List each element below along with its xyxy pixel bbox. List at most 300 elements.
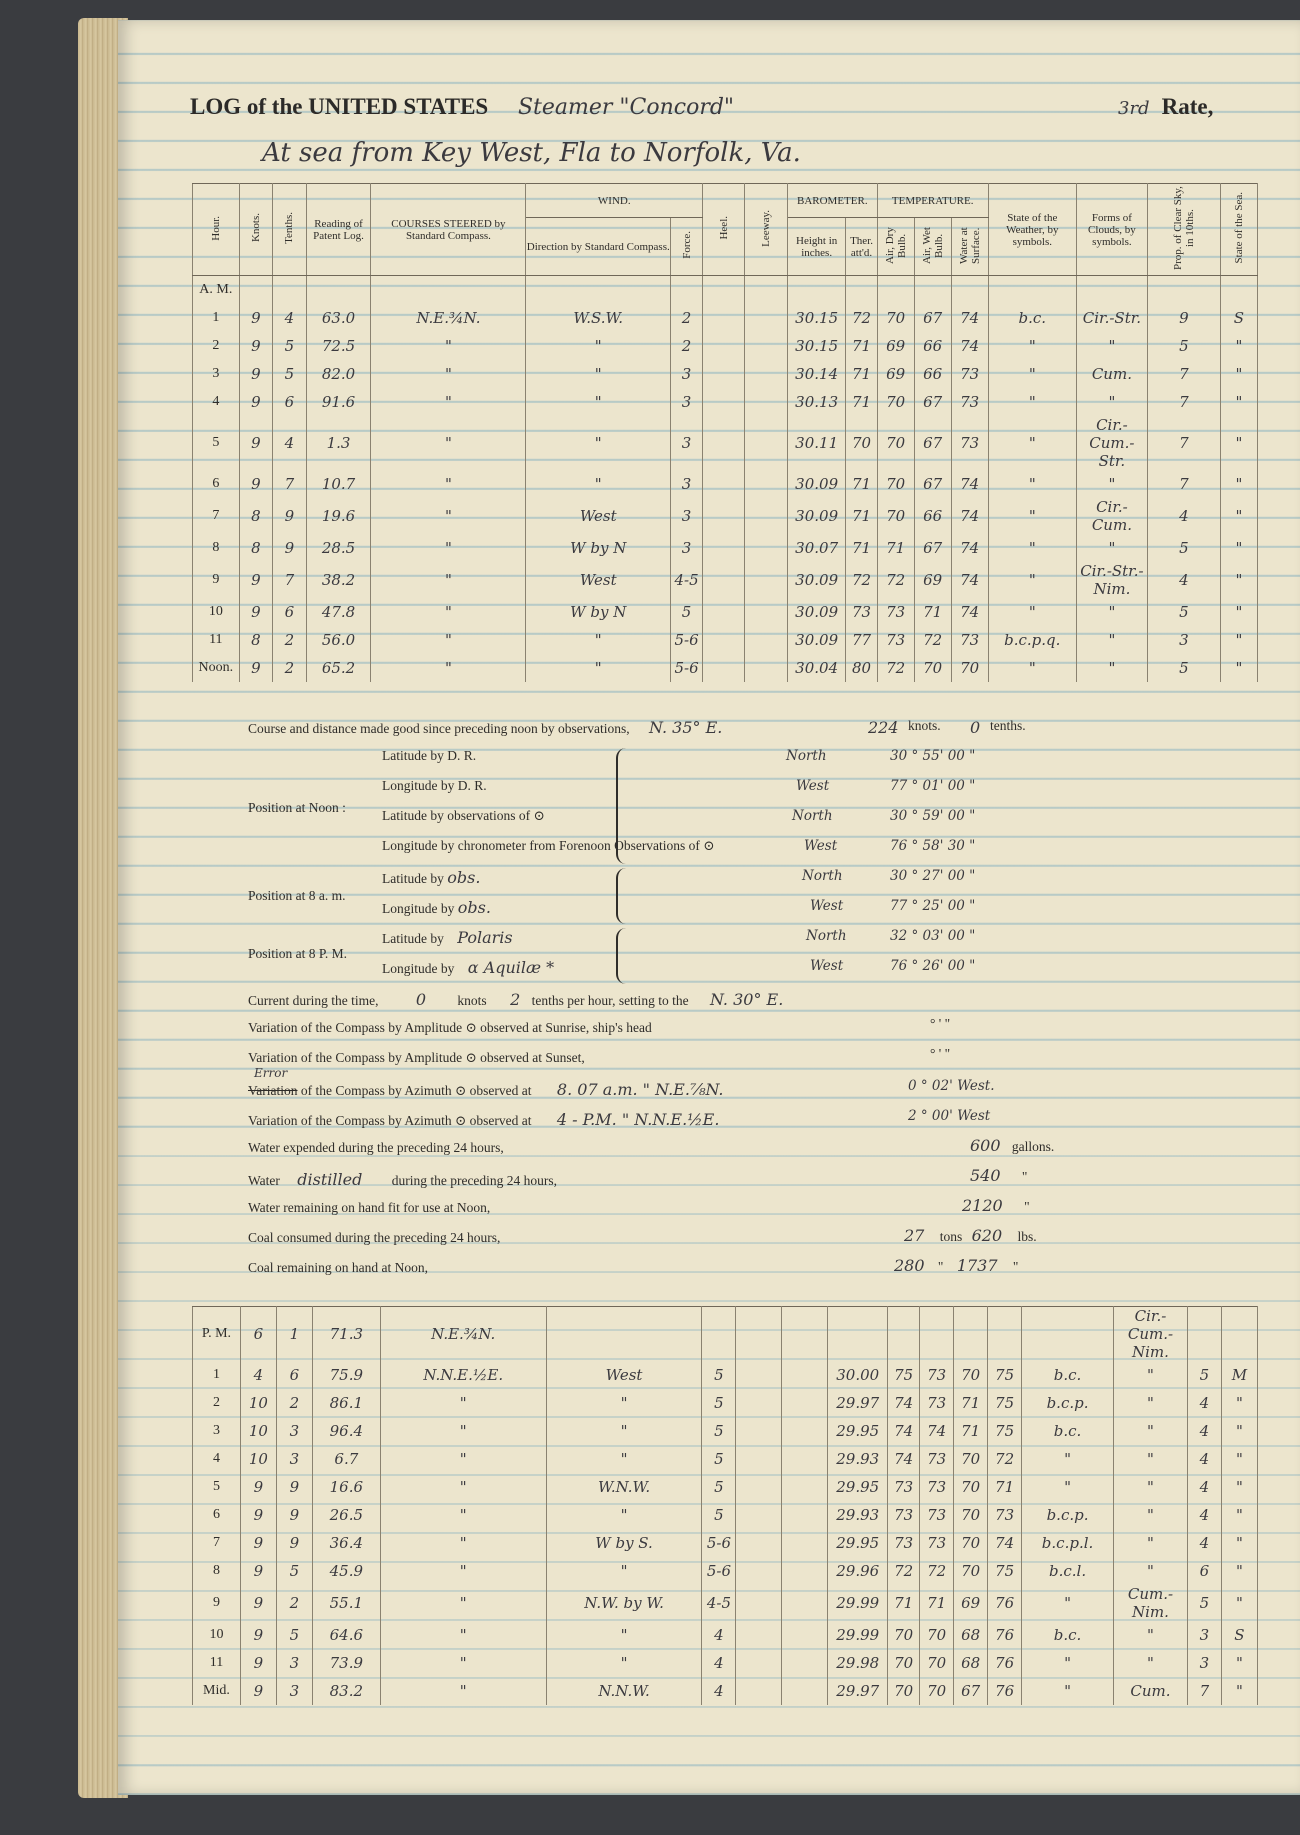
pm-cell: 2	[276, 1389, 312, 1417]
am-cell: 7	[1147, 388, 1220, 416]
am8-lon-dir: West	[810, 898, 844, 914]
distance-made-good: 224	[868, 718, 899, 737]
am-cell: "	[1220, 332, 1257, 360]
pm-cell: 73	[888, 1529, 920, 1557]
pm-cell: 96.4	[312, 1417, 380, 1445]
pm-cell: "	[1114, 1621, 1188, 1649]
am-cell: 2	[273, 626, 307, 654]
var-azimuth-row: Variation of the Compass by Azimuth ⊙ observed at 4 - P.M. " N.N.E.½E.	[248, 1110, 720, 1129]
pm-cell: "	[380, 1501, 546, 1529]
am8-lon-value: 77 ° 25' 00 "	[890, 898, 976, 914]
pm-cell	[736, 1389, 782, 1417]
lat-dr-row: Latitude by D. R.	[382, 748, 477, 763]
pm-cell: 86.1	[312, 1389, 380, 1417]
coal-remaining-row: Coal remaining on hand at Noon,	[248, 1260, 428, 1275]
am-cell: "	[1076, 534, 1147, 562]
pm-cell: "	[1022, 1445, 1114, 1473]
am-cell: 65.2	[306, 654, 371, 682]
pm-pre-cell	[736, 1307, 782, 1362]
pm-cell: 70	[954, 1529, 988, 1557]
course-distance-row: Course and distance made good since preceding noon by observations, N. 35° E. 224 knots. 0 tenths.	[248, 718, 1026, 737]
am-cell: 9	[239, 332, 273, 360]
am-cell: 4-5	[671, 562, 703, 598]
pm-cell: "	[380, 1621, 546, 1649]
pm-cell: "	[1114, 1361, 1188, 1389]
pm-cell: 36.4	[312, 1529, 380, 1557]
am-cell: 74	[951, 498, 988, 534]
pm-label: P. M.	[193, 1307, 241, 1362]
var-azimuth-value: 2 ° 00' West	[908, 1108, 991, 1124]
am-cell: 5	[671, 598, 703, 626]
pm-cell: "	[1114, 1649, 1188, 1677]
am-cell: 67	[914, 304, 951, 332]
pm8-brace	[616, 928, 626, 984]
pm-cell: 29.99	[828, 1621, 888, 1649]
am-cell: 73	[951, 388, 988, 416]
lat-obs-row: Latitude by observations of ⊙	[382, 808, 545, 823]
am-cell: "	[988, 470, 1076, 498]
pm-cell: 30.00	[828, 1361, 888, 1389]
pm-pre-cell	[988, 1307, 1022, 1362]
pm-cell: 73	[920, 1389, 954, 1417]
pm-cell: "	[546, 1649, 702, 1677]
pm-header-row	[193, 1307, 1258, 1362]
am-row	[193, 470, 1258, 498]
am-log-table	[192, 183, 1258, 682]
am-cell: 4	[273, 416, 307, 470]
col-patent-log: Reading of Patent Log.	[306, 184, 371, 276]
pm-cell: 9	[240, 1501, 276, 1529]
am-cell: 7	[273, 470, 307, 498]
am-cell	[703, 498, 745, 534]
pm-cell: 4	[1187, 1445, 1221, 1473]
am-cell: 7	[1147, 470, 1220, 498]
pm-cell: "	[546, 1621, 702, 1649]
pm-cell: W.N.W.	[546, 1473, 702, 1501]
pm-cell: 73	[988, 1501, 1022, 1529]
am-cell: "	[1220, 626, 1257, 654]
am-cell: "	[988, 360, 1076, 388]
am-cell: 9	[239, 360, 273, 388]
am-cell: W by N	[526, 534, 671, 562]
pm-cell	[782, 1677, 828, 1705]
pm-pre-cell	[828, 1307, 888, 1362]
am-cell: "	[526, 626, 671, 654]
error-azimuth-row: Variation Error of the Compass by Azimuth ⊙ observed at 8. 07 a.m. " N.E.⅞N.	[248, 1066, 724, 1099]
pm-row	[193, 1529, 1258, 1557]
pm-cell: 75	[988, 1557, 1022, 1585]
position-8am-label: Position at 8 a. m.	[248, 888, 346, 903]
am-cell: "	[1220, 498, 1257, 534]
am-cell: 2	[671, 304, 703, 332]
pm-cell: N.N.W.	[546, 1677, 702, 1705]
pm-cell	[782, 1445, 828, 1473]
am-cell: 9	[239, 470, 273, 498]
pm-cell: 6	[193, 1501, 241, 1529]
am-cell: 71	[846, 332, 877, 360]
pm-cell: 70	[888, 1649, 920, 1677]
pm-cell: "	[1114, 1557, 1188, 1585]
am-cell: 5	[1147, 654, 1220, 682]
am-cell: 4	[1147, 498, 1220, 534]
pm-cell: 9	[240, 1585, 276, 1621]
pm-cell: b.c.l.	[1022, 1557, 1114, 1585]
am-cell: 70	[877, 304, 914, 332]
pm-cell: 71	[954, 1389, 988, 1417]
am-cell: 82.0	[306, 360, 371, 388]
am-cell: Cum.	[1076, 360, 1147, 388]
pm-cell: 10	[240, 1445, 276, 1473]
pm-cell: 4	[1187, 1417, 1221, 1445]
lat-dr-dir: North	[786, 748, 827, 764]
pm-cell: 70	[920, 1621, 954, 1649]
var-sunset-value: ° ' "	[930, 1046, 951, 1061]
pm-log-table	[192, 1306, 1258, 1705]
pm-cell	[736, 1417, 782, 1445]
pm-pre-cell: N.E.¾N.	[380, 1307, 546, 1362]
col-tenths: Tenths.	[273, 184, 307, 276]
am-cell: 74	[951, 534, 988, 562]
pm-cell: 10	[240, 1417, 276, 1445]
pm-cell: 3	[276, 1445, 312, 1473]
am-cell: 30.15	[787, 304, 846, 332]
pm-cell: 9	[240, 1557, 276, 1585]
am8-brace	[616, 868, 626, 924]
coal-consumed-value: 27 tons 620 lbs.	[904, 1226, 1037, 1245]
am-cell: "	[371, 360, 526, 388]
am-cell: 19.6	[306, 498, 371, 534]
am-cell: 30.15	[787, 332, 846, 360]
lon-chr-value: 76 ° 58' 30 "	[890, 838, 976, 854]
pm-cell: 29.96	[828, 1557, 888, 1585]
pm-cell: "	[1221, 1389, 1257, 1417]
water-expended-value: 600 gallons.	[970, 1136, 1055, 1155]
pm-cell: 4	[1187, 1529, 1221, 1557]
am-cell: 9	[239, 598, 273, 626]
am-cell: 70	[877, 498, 914, 534]
pm-cell	[736, 1445, 782, 1473]
pm-cell: 76	[988, 1649, 1022, 1677]
pm-cell: 73	[920, 1473, 954, 1501]
am-cell	[745, 360, 787, 388]
pm-cell: 72	[888, 1557, 920, 1585]
pm-cell	[782, 1361, 828, 1389]
am-cell: 9	[1147, 304, 1220, 332]
am-cell: 30.13	[787, 388, 846, 416]
pm-cell: "	[1114, 1529, 1188, 1557]
am-cell: 7	[1147, 416, 1220, 470]
pm-cell: "	[1221, 1501, 1257, 1529]
pm-cell: 3	[1187, 1621, 1221, 1649]
pm-cell: 29.99	[828, 1585, 888, 1621]
pm-cell: "	[546, 1389, 702, 1417]
pm-cell: "	[1114, 1389, 1188, 1417]
col-knots: Knots.	[239, 184, 273, 276]
var-sunrise-row: Variation of the Compass by Amplitude ⊙ observed at Sunrise, ship's head	[248, 1020, 652, 1035]
am-cell: "	[1220, 598, 1257, 626]
am-cell: 3	[671, 498, 703, 534]
water-remaining-value: 2120 "	[962, 1196, 1030, 1215]
voyage-description: At sea from Key West, Fla to Norfolk, Va.	[262, 138, 801, 168]
am-cell: 9	[273, 534, 307, 562]
pm-cell: "	[1114, 1417, 1188, 1445]
pm-cell: 8	[193, 1557, 241, 1585]
am-cell: 74	[951, 332, 988, 360]
var-sunrise-value: ° ' "	[930, 1016, 951, 1031]
am-row	[193, 360, 1258, 388]
pm-cell: Cum.-Nim.	[1114, 1585, 1188, 1621]
pm-cell: 16.6	[312, 1473, 380, 1501]
am-cell	[745, 498, 787, 534]
pm-cell: 5	[702, 1417, 736, 1445]
pm-cell: 29.93	[828, 1445, 888, 1473]
am-cell: "	[1076, 654, 1147, 682]
am-cell: "	[371, 416, 526, 470]
col-weather: State of the Weather, by symbols.	[988, 184, 1076, 276]
am-cell: 5	[1147, 598, 1220, 626]
pm-cell: 70	[920, 1677, 954, 1705]
am-cell: "	[1220, 416, 1257, 470]
pm-cell: "	[380, 1389, 546, 1417]
col-courses: COURSES STEERED by Standard Compass.	[371, 184, 526, 276]
pm8-lat-row: Latitude by Polaris	[382, 928, 513, 947]
pm-cell: 5	[1187, 1585, 1221, 1621]
pm-cell: 70	[954, 1557, 988, 1585]
pm8-lon-value: 76 ° 26' 00 "	[890, 958, 976, 974]
am-cell: 30.09	[787, 562, 846, 598]
am-cell: "	[1076, 626, 1147, 654]
pm-cell	[782, 1501, 828, 1529]
pm-cell: 9	[240, 1649, 276, 1677]
lon-dr-row: Longitude by D. R.	[382, 778, 487, 793]
pm-cell: 71	[920, 1585, 954, 1621]
pm-row	[193, 1557, 1258, 1585]
pm-cell: West	[546, 1361, 702, 1389]
pm-cell: b.c.p.l.	[1022, 1529, 1114, 1557]
coal-consumed-row: Coal consumed during the preceding 24 hours,	[248, 1230, 501, 1245]
pm-pre-cell: 6	[240, 1307, 276, 1362]
am-cell	[745, 534, 787, 562]
am-cell: 47.8	[306, 598, 371, 626]
am-cell: 2	[671, 332, 703, 360]
am-cell: West	[526, 498, 671, 534]
pm-cell: Cum.	[1114, 1677, 1188, 1705]
am-row	[193, 562, 1258, 598]
pm8-lat-value: 32 ° 03' 00 "	[890, 928, 976, 944]
pm-cell: 6.7	[312, 1445, 380, 1473]
pm-cell: N.W. by W.	[546, 1585, 702, 1621]
pm-cell: 29.93	[828, 1501, 888, 1529]
am-cell: 69	[877, 332, 914, 360]
am-cell: 9	[239, 304, 273, 332]
pm-cell: 72	[988, 1445, 1022, 1473]
am-cell: 69	[877, 360, 914, 388]
am-cell: 74	[951, 562, 988, 598]
am-cell: "	[988, 416, 1076, 470]
pm-cell: "	[546, 1417, 702, 1445]
log-title-prefix: LOG of the UNITED STATES	[190, 94, 489, 119]
am-cell: 72	[914, 626, 951, 654]
am-row	[193, 388, 1258, 416]
am-cell: b.c.p.q.	[988, 626, 1076, 654]
am-label: A. M.	[193, 276, 240, 305]
am-cell: 72.5	[306, 332, 371, 360]
am-cell: 73	[951, 360, 988, 388]
am-cell: "	[1076, 388, 1147, 416]
am-cell	[703, 654, 745, 682]
pm-cell: 70	[920, 1649, 954, 1677]
am-cell: 77	[846, 626, 877, 654]
pm-cell: 71	[888, 1585, 920, 1621]
pm-cell: "	[380, 1585, 546, 1621]
pm-cell: 75.9	[312, 1361, 380, 1389]
am-cell: 9	[239, 654, 273, 682]
pm-cell: 7	[193, 1529, 241, 1557]
am-cell: S	[1220, 304, 1257, 332]
am-cell: "	[988, 562, 1076, 598]
am-cell: 30.09	[787, 498, 846, 534]
am-cell: 10	[193, 598, 240, 626]
am-cell: 30.09	[787, 598, 846, 626]
lat-obs-value: 30 ° 59' 00 "	[890, 808, 976, 824]
pm-cell: "	[380, 1557, 546, 1585]
am-cell: 30.09	[787, 470, 846, 498]
pm-cell: 29.97	[828, 1677, 888, 1705]
col-wind-direction: Direction by Standard Compass.	[526, 218, 671, 276]
pm-cell: 11	[193, 1649, 241, 1677]
pm-row	[193, 1585, 1258, 1621]
pm-cell: M	[1221, 1361, 1257, 1389]
lat-dr-value: 30 ° 55' 00 "	[890, 748, 976, 764]
am-cell: 1.3	[306, 416, 371, 470]
rate-number: 3rd	[1118, 98, 1150, 119]
pm-cell: "	[1114, 1445, 1188, 1473]
am-cell	[745, 598, 787, 626]
pm-cell: 70	[954, 1501, 988, 1529]
pm-cell: 5	[702, 1445, 736, 1473]
pm-cell: "	[1221, 1417, 1257, 1445]
col-baro-ther: Ther. att'd.	[846, 218, 877, 276]
pm-cell	[782, 1585, 828, 1621]
am-cell	[745, 332, 787, 360]
am-cell	[745, 388, 787, 416]
col-heel: Heel.	[703, 184, 745, 276]
water-expended-row: Water expended during the preceding 24 hours,	[248, 1140, 504, 1155]
coal-remaining-value: 280 " 1737 "	[894, 1256, 1019, 1275]
am-cell: "	[988, 598, 1076, 626]
pm-cell: 70	[888, 1677, 920, 1705]
am-cell: 72	[877, 562, 914, 598]
col-clouds: Forms of Clouds, by symbols.	[1076, 184, 1147, 276]
pm-row	[193, 1649, 1258, 1677]
am-cell: 73	[951, 626, 988, 654]
pm-row	[193, 1389, 1258, 1417]
water-distilled-value: 540 "	[970, 1166, 1028, 1185]
pm-cell: 4	[1187, 1389, 1221, 1417]
pm-pre-cell	[1221, 1307, 1257, 1362]
pm-cell: 9	[240, 1677, 276, 1705]
am-cell: "	[371, 534, 526, 562]
am-cell: 8	[239, 626, 273, 654]
am-cell: 7	[273, 562, 307, 598]
pm-cell: "	[1221, 1585, 1257, 1621]
pm-pre-cell	[782, 1307, 828, 1362]
am-cell: "	[371, 388, 526, 416]
am-cell: 72	[846, 304, 877, 332]
pm-cell: 55.1	[312, 1585, 380, 1621]
pm-cell: 68	[954, 1621, 988, 1649]
am-cell: 5	[273, 360, 307, 388]
pm-cell: 67	[954, 1677, 988, 1705]
am-cell: 80	[846, 654, 877, 682]
pm-pre-cell: 1	[276, 1307, 312, 1362]
pm-cell: 29.95	[828, 1529, 888, 1557]
pm-cell: 5	[1187, 1361, 1221, 1389]
am-cell: 5	[1147, 534, 1220, 562]
pm-pre-cell	[888, 1307, 920, 1362]
pm-cell: "	[380, 1445, 546, 1473]
am-cell: 71	[877, 534, 914, 562]
pm-cell: 70	[954, 1445, 988, 1473]
am-cell: 69	[914, 562, 951, 598]
pm-cell: 76	[988, 1585, 1022, 1621]
am-cell: "	[371, 498, 526, 534]
am-cell	[703, 332, 745, 360]
am-cell	[703, 598, 745, 626]
am-cell: 74	[951, 304, 988, 332]
am-cell: 70	[877, 470, 914, 498]
pm-cell: 72	[920, 1557, 954, 1585]
pm-cell: 70	[954, 1361, 988, 1389]
pm-cell: "	[1114, 1501, 1188, 1529]
am-cell: "	[988, 654, 1076, 682]
am-cell: "	[1220, 470, 1257, 498]
water-distilled-row: Water distilled during the preceding 24 hours,	[248, 1170, 558, 1189]
pm-cell: "	[1022, 1473, 1114, 1501]
pm-cell: 4-5	[702, 1585, 736, 1621]
am-cell: 91.6	[306, 388, 371, 416]
pm-pre-cell	[1187, 1307, 1221, 1362]
pm-cell: 6	[1187, 1557, 1221, 1585]
pm-row	[193, 1621, 1258, 1649]
lon-chr-dir: West	[804, 838, 838, 854]
am-cell: 5	[1147, 332, 1220, 360]
pm-cell: b.c.	[1022, 1361, 1114, 1389]
pm-pre-cell	[546, 1307, 702, 1362]
pm-cell: 76	[988, 1621, 1022, 1649]
am-cell: "	[371, 562, 526, 598]
am-cell: 71	[846, 470, 877, 498]
am-cell: 71	[914, 598, 951, 626]
am-cell: 66	[914, 498, 951, 534]
pm-cell: 5-6	[702, 1557, 736, 1585]
am-cell: 66	[914, 332, 951, 360]
pm-cell: 7	[1187, 1677, 1221, 1705]
pm-row	[193, 1361, 1258, 1389]
pm-cell: 4	[240, 1361, 276, 1389]
pm-cell: 74	[888, 1389, 920, 1417]
am-cell	[745, 562, 787, 598]
pm-cell: 10	[240, 1389, 276, 1417]
pm-cell: b.c.	[1022, 1417, 1114, 1445]
pm-cell: 2	[276, 1585, 312, 1621]
am-cell: 28.5	[306, 534, 371, 562]
rate-label	[1118, 94, 1213, 120]
pm-cell: 74	[888, 1417, 920, 1445]
pm-cell: 9	[193, 1585, 241, 1621]
pm-cell	[736, 1649, 782, 1677]
pm-cell: b.c.p.	[1022, 1501, 1114, 1529]
